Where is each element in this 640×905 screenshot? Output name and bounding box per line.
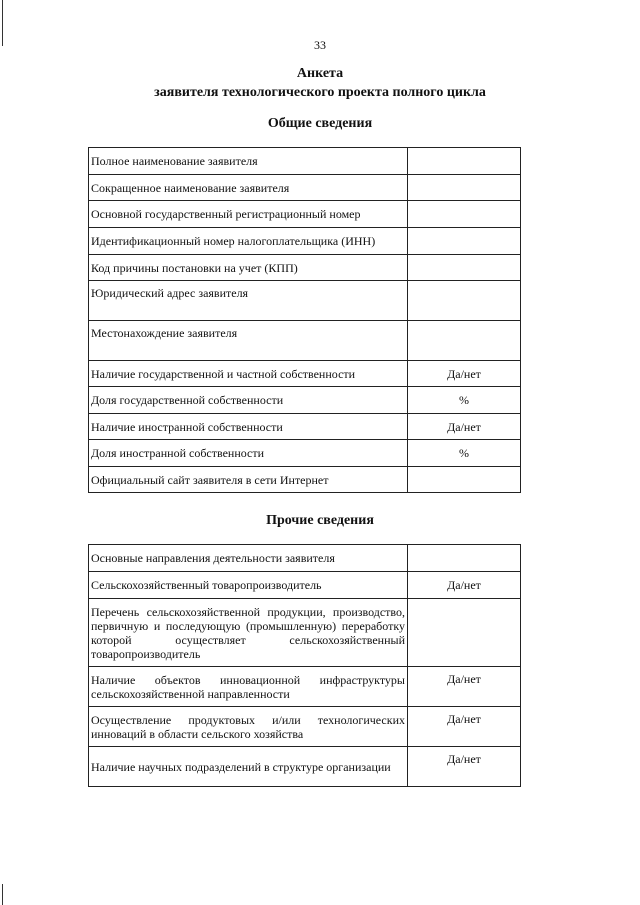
row-value-field[interactable]: % (408, 387, 521, 414)
table-row (89, 545, 521, 572)
table-row (89, 361, 521, 387)
row-label: Полное наименование заявителя (89, 148, 408, 175)
table-row (89, 440, 521, 467)
row-value-field[interactable] (408, 175, 521, 201)
table-row (89, 747, 521, 787)
table-row (89, 228, 521, 255)
section-heading-other: Прочие сведения (266, 513, 374, 528)
row-label: Местонахождение заявителя (89, 321, 408, 361)
table-row (89, 667, 521, 707)
row-value-field[interactable] (408, 599, 521, 667)
row-value-field[interactable] (408, 148, 521, 175)
row-label: Наличие государственной и частной собственности (89, 361, 408, 387)
row-label: Сокращенное наименование заявителя (89, 175, 408, 201)
table-row (89, 599, 521, 667)
row-label: Перечень сельскохозяйственной продукции, производство, первичную и последующую (промышленную) переработку которой осуществляет сельскохозяйственный товаропроизводитель (89, 599, 408, 667)
title-line-1: Анкета (296, 66, 344, 81)
row-value-field[interactable]: Да/нет (408, 747, 521, 787)
other-info-table (88, 544, 521, 787)
row-value-field[interactable]: Да/нет (408, 361, 521, 387)
row-value-field[interactable]: Да/нет (408, 414, 521, 440)
general-info-table (88, 147, 521, 493)
row-value-field[interactable]: % (408, 440, 521, 467)
row-label: Осуществление продуктовых и/или технологических инноваций в области сельского хозяйства (89, 707, 408, 747)
row-value-field[interactable]: Да/нет (408, 707, 521, 747)
section-heading-general: Общие сведения (267, 116, 373, 131)
page-number: 33 (314, 38, 326, 52)
table-row (89, 148, 521, 175)
row-label: Наличие объектов инновационной инфраструктуры сельскохозяйственной направленности (89, 667, 408, 707)
row-label: Официальный сайт заявителя в сети Интернет (89, 467, 408, 493)
scan-edge-left-bottom (2, 884, 3, 905)
table-row (89, 467, 521, 493)
row-label: Юридический адрес заявителя (89, 281, 408, 321)
table-row (89, 281, 521, 321)
table-row (89, 201, 521, 228)
table-row (89, 175, 521, 201)
row-value-field[interactable] (408, 467, 521, 493)
row-value-field[interactable] (408, 201, 521, 228)
table-row (89, 414, 521, 440)
row-label: Идентификационный номер налогоплательщика (ИНН) (89, 228, 408, 255)
row-label: Наличие иностранной собственности (89, 414, 408, 440)
table-row (89, 707, 521, 747)
table-row (89, 572, 521, 599)
table-row (89, 387, 521, 414)
row-value-field[interactable]: Да/нет (408, 572, 521, 599)
title-line-2: заявителя технологического проекта полного цикла (154, 85, 486, 100)
row-value-field[interactable] (408, 545, 521, 572)
row-label: Наличие научных подразделений в структуре организации (89, 747, 408, 787)
row-label: Основной государственный регистрационный номер (89, 201, 408, 228)
row-value-field[interactable] (408, 228, 521, 255)
row-label: Код причины постановки на учет (КПП) (89, 255, 408, 281)
row-value-field[interactable] (408, 281, 521, 321)
row-label: Сельскохозяйственный товаропроизводитель (89, 572, 408, 599)
row-value-field[interactable] (408, 321, 521, 361)
row-label: Основные направления деятельности заявителя (89, 545, 408, 572)
row-label: Доля иностранной собственности (89, 440, 408, 467)
row-label: Доля государственной собственности (89, 387, 408, 414)
row-value-field[interactable]: Да/нет (408, 667, 521, 707)
table-row (89, 321, 521, 361)
row-value-field[interactable] (408, 255, 521, 281)
document-title (0, 64, 640, 102)
table-row (89, 255, 521, 281)
